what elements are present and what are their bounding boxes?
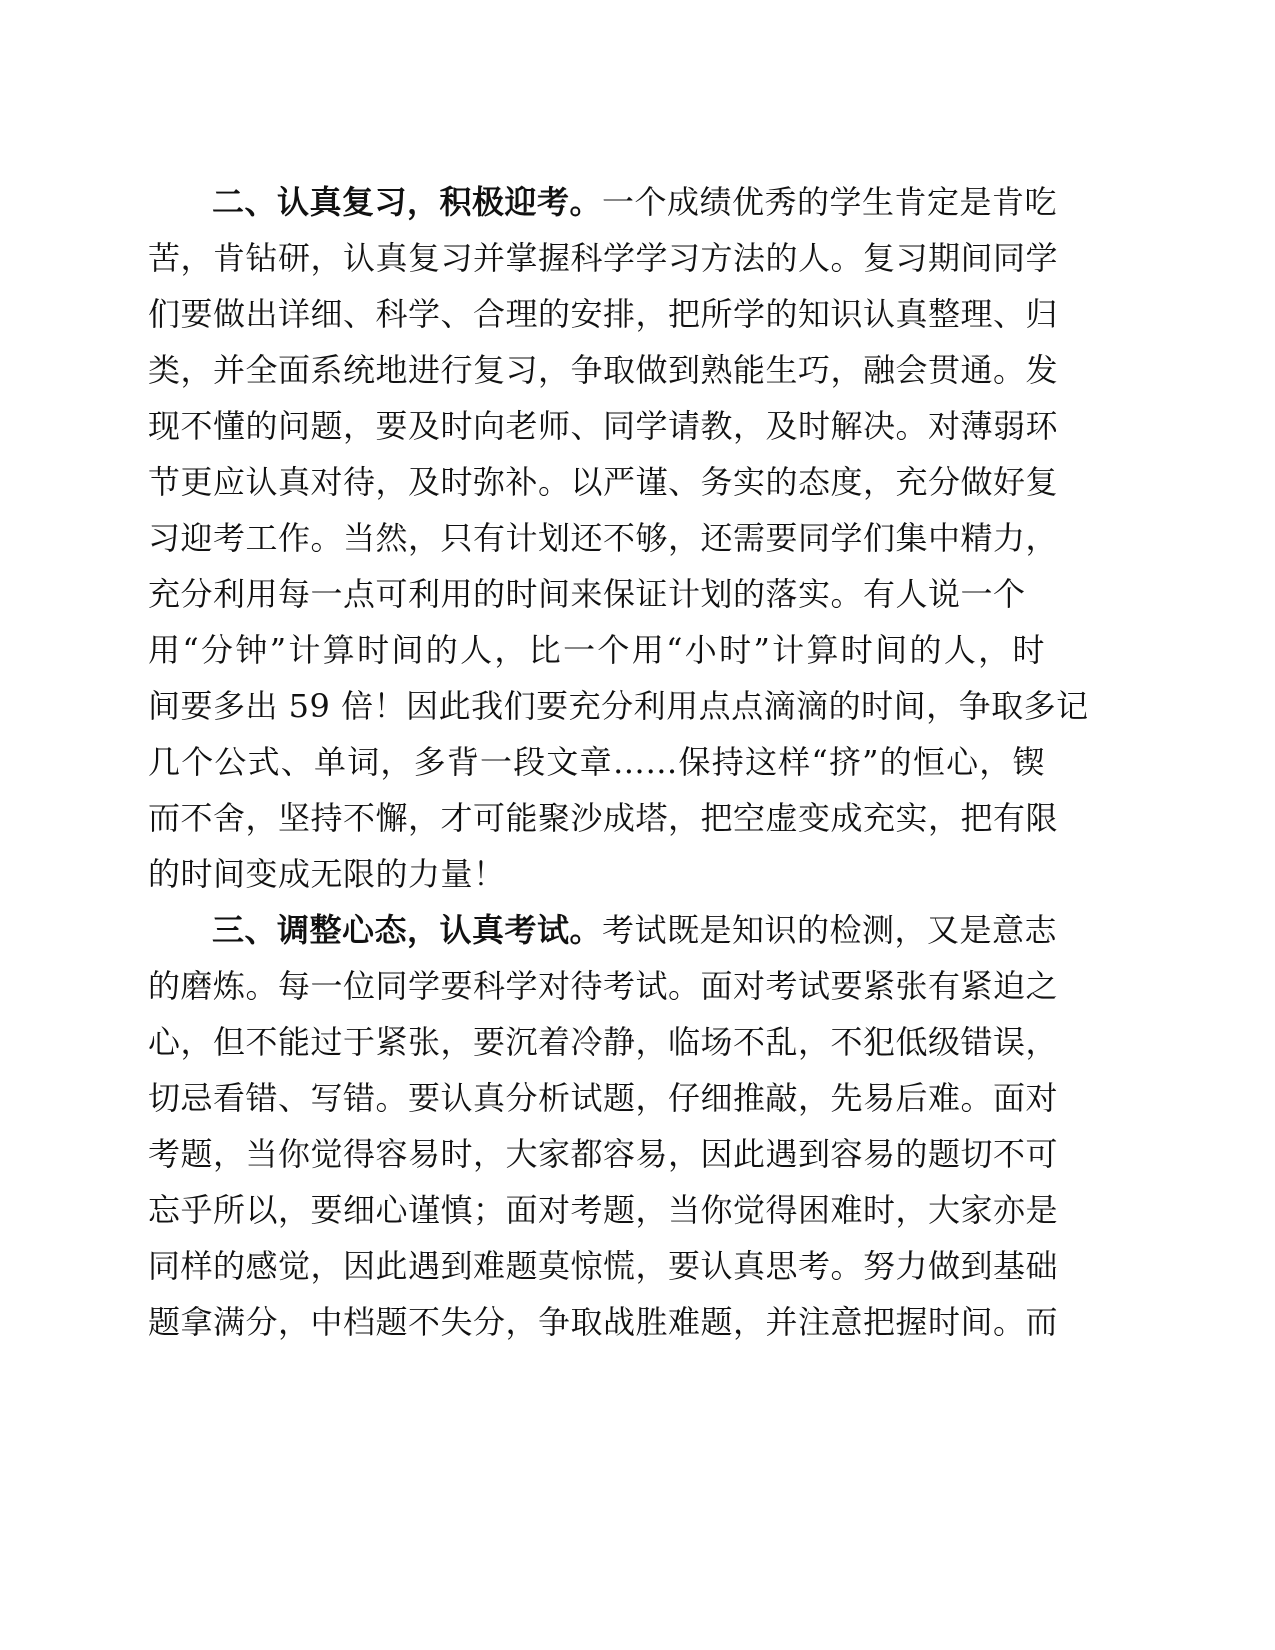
paragraph-line: 现不懂的问题，要及时向老师、同学请教，及时解决。对薄弱环 xyxy=(148,407,1059,445)
section-heading: 三、调整心态，认真考试。 xyxy=(212,911,603,949)
paragraph-line: 类，并全面系统地进行复习，争取做到熟能生巧，融会贯通。发 xyxy=(148,351,1059,389)
paragraph-text: 考试既是知识的检测，又是意志 xyxy=(602,911,1058,949)
paragraph-line: 习迎考工作。当然，只有计划还不够，还需要同学们集中精力， xyxy=(148,519,1059,557)
paragraph-line: 心，但不能过于紧张，要沉着冷静，临场不乱，不犯低级错误， xyxy=(148,1023,1059,1061)
paragraph-line: 间要多出 59 倍！因此我们要充分利用点点滴滴的时间，争取多记 xyxy=(148,687,1089,725)
paragraph-line: 而不舍，坚持不懈，才可能聚沙成塔，把空虚变成充实，把有限 xyxy=(148,799,1059,837)
paragraph-line xyxy=(212,900,1058,960)
paragraph-line: 用“分钟”计算时间的人，比一个用“小时”计算时间的人，时 xyxy=(148,631,1045,669)
paragraph-line: 充分利用每一点可利用的时间来保证计划的落实。有人说一个 xyxy=(148,575,1026,613)
paragraph-line: 的时间变成无限的力量！ xyxy=(148,855,506,893)
paragraph-line: 切忌看错、写错。要认真分析试题，仔细推敲，先易后难。面对 xyxy=(148,1079,1059,1117)
paragraph-line: 题拿满分，中档题不失分，争取战胜难题，并注意把握时间。而 xyxy=(148,1303,1059,1341)
paragraph-line: 们要做出详细、科学、合理的安排，把所学的知识认真整理、归 xyxy=(148,295,1059,333)
paragraph-line: 的磨炼。每一位同学要科学对待考试。面对考试要紧张有紧迫之 xyxy=(148,967,1059,1005)
paragraph-line xyxy=(212,172,1058,232)
paragraph-line: 苦，肯钻研，认真复习并掌握科学学习方法的人。复习期间同学 xyxy=(148,239,1059,277)
paragraph-line: 忘乎所以，要细心谨慎；面对考题，当你觉得困难时，大家亦是 xyxy=(148,1191,1059,1229)
paragraph-text: 一个成绩优秀的学生肯定是肯吃 xyxy=(602,183,1058,221)
paragraph-line: 几个公式、单词，多背一段文章……保持这样“挤”的恒心，锲 xyxy=(148,743,1045,781)
paragraph-line: 节更应认真对待，及时弥补。以严谨、务实的态度，充分做好复 xyxy=(148,463,1059,501)
section-heading: 二、认真复习，积极迎考。 xyxy=(212,183,603,221)
paragraph-line: 考题，当你觉得容易时，大家都容易，因此遇到容易的题切不可 xyxy=(148,1135,1059,1173)
paragraph-line: 同样的感觉，因此遇到难题莫惊慌，要认真思考。努力做到基础 xyxy=(148,1247,1059,1285)
